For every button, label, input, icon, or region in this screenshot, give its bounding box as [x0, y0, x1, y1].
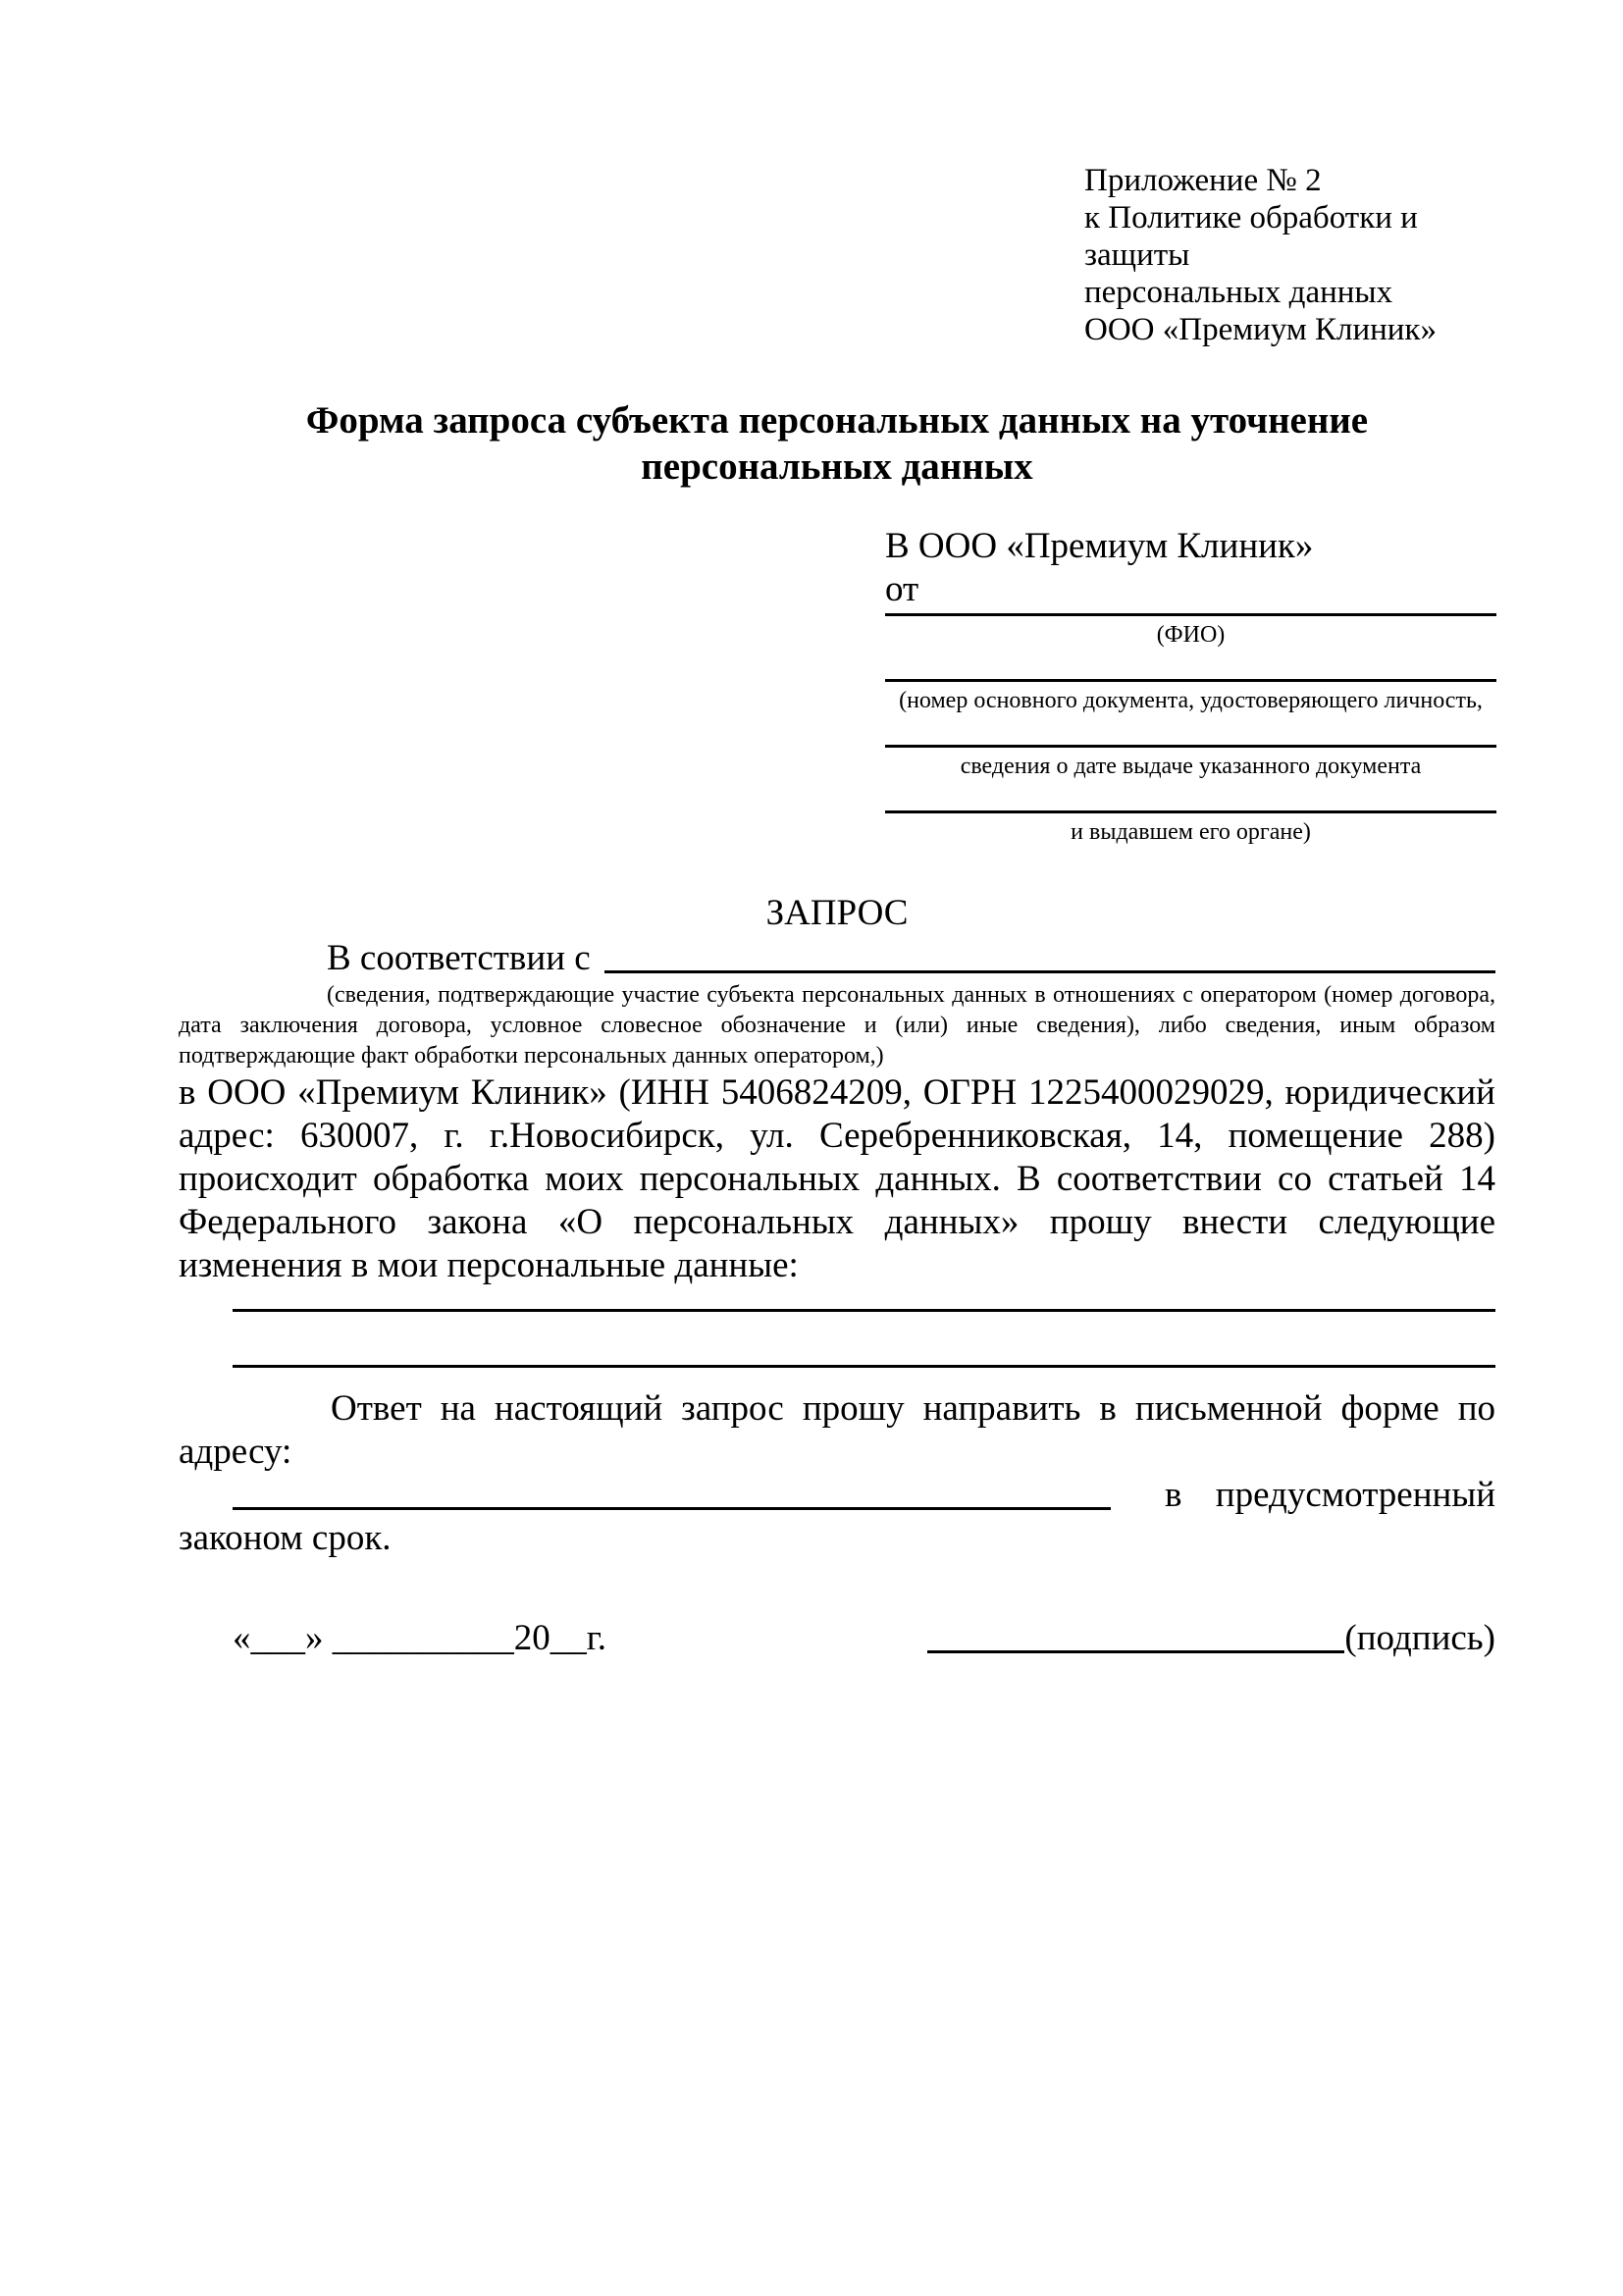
reply-address-row [179, 1474, 1495, 1517]
request-heading: ЗАПРОС [765, 893, 909, 933]
issue-date-caption: сведения о дате выдаче указанного документа [960, 754, 1422, 779]
addressee-block [885, 525, 1496, 847]
doc-number-caption: (номер основного документа, удостоверяющего личность, [899, 688, 1483, 713]
address-fill-line [233, 1507, 1111, 1510]
addressee-from-label: от [885, 569, 919, 609]
appendix-line: персональных данных [1084, 275, 1393, 310]
addressee-to: В ООО «Премиум Клиник» [885, 526, 1314, 566]
reply-tail: законом срок. [179, 1518, 392, 1558]
footnote-text: (сведения, подтверждающие участие субъекта персональных данных в отношениях с оператором (номер договора, дата заключения договора, условное словесное обозначение и (или) иные сведения), либо сведения, иным образом подтверждающие факт обработки персональных данных оператором,) [179, 982, 1495, 1069]
changes-fill-line-2 [233, 1312, 1495, 1368]
appendix-line: ООО «Премиум Клиник» [1084, 312, 1437, 347]
appendix-header [1084, 162, 1495, 348]
reply-word-in: в [1165, 1475, 1182, 1515]
signature-fill-line [927, 1650, 1344, 1653]
accordance-row [179, 937, 1495, 980]
request-body: в ООО «Премиум Клиник» (ИНН 5406824209, ОГРН 1225400029029, юридический адрес: 630007, г. г.Новосибирск, ул. Серебренниковская, 14, помещение 288) происходит обработка моих персональных данных. В соответствии со статьей 14 Федерального закона «О персональных данных» прошу внести следующие изменения в мои персональные данные: [179, 1072, 1495, 1285]
accordance-fill-line [604, 970, 1495, 973]
form-title: Форма запроса субъекта персональных данных на уточнение персональных данных [305, 399, 1369, 488]
reply-sentence: Ответ на настоящий запрос прошу направить в письменной форме по адресу: [179, 1388, 1495, 1472]
signature-caption: (подпись) [1344, 1618, 1495, 1658]
reply-justified-words [1111, 1474, 1495, 1517]
issuing-authority-caption: и выдавшем его органе) [1071, 819, 1311, 845]
date-signature-row [179, 1617, 1495, 1660]
changes-fill-line-1 [233, 1287, 1495, 1312]
appendix-line: Приложение № 2 [1084, 163, 1322, 198]
signature-group [927, 1617, 1495, 1660]
reply-word-prescribed: предусмотренный [1215, 1475, 1495, 1515]
accordance-label: В соответствии с [327, 938, 591, 978]
fio-caption: (ФИО) [1156, 622, 1226, 648]
appendix-line: к Политике обработки и защиты [1084, 200, 1418, 273]
date-placeholder: «___» __________20__г. [233, 1618, 607, 1658]
